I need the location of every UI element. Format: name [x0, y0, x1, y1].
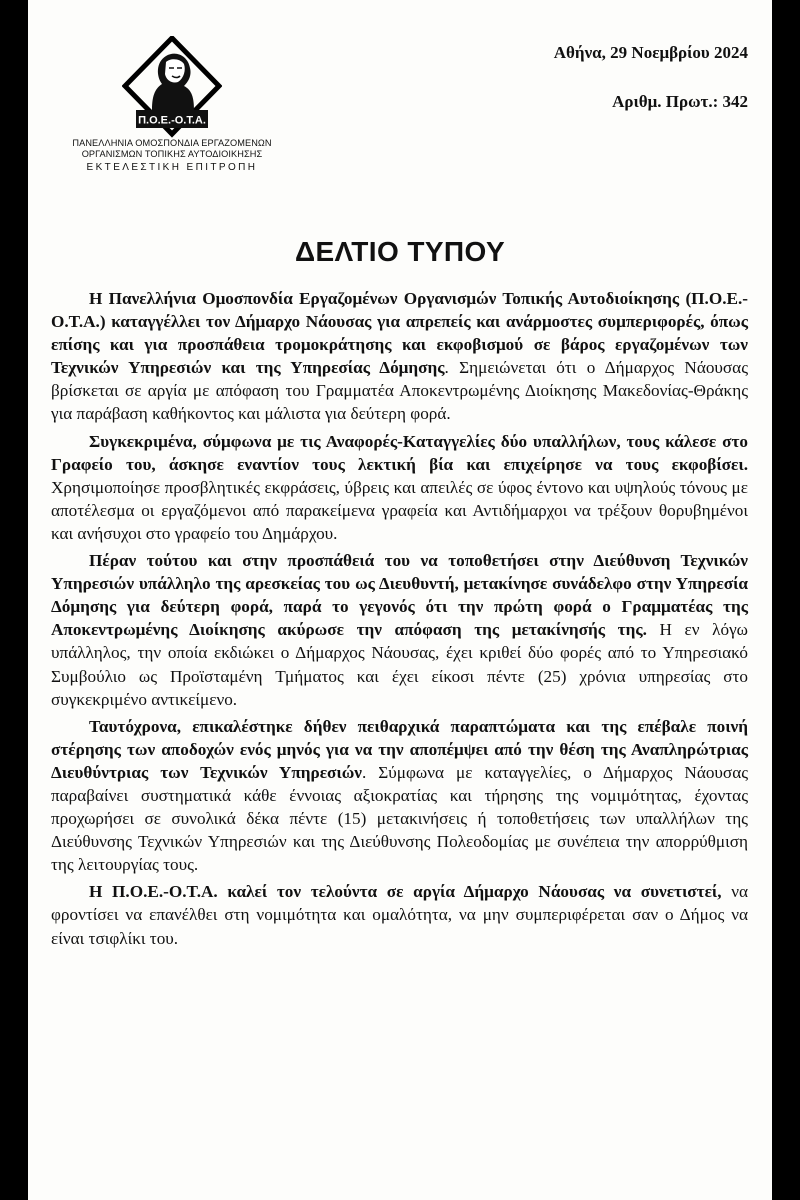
- paragraph: [51, 715, 748, 877]
- paragraph-text: Χρησιμοποίησε προσβλητικές εκφράσεις, ύβρεις και απειλές σε ύφος έντονο και υψηλούς τόνους με αποτέλεσμα οι εργαζόμενοι από παρακείμενα γραφεία και Αντιδήμαρχοι να τρέξουν θορυβημένοι και ανήσυχοι στο γραφείο του Δημάρχου.: [51, 477, 748, 543]
- paragraph: [51, 549, 748, 711]
- document-body: [51, 287, 748, 954]
- document-meta: [554, 42, 748, 113]
- protocol-number: Αριθμ. Πρωτ.: 342: [612, 92, 748, 111]
- org-name-line2: ΟΡΓΑΝΙΣΜΩΝ ΤΟΠΙΚΗΣ ΑΥΤΟΔΙΟΙΚΗΣΗΣ: [81, 149, 263, 159]
- paragraph: [51, 430, 748, 545]
- paragraph: [51, 880, 748, 949]
- org-committee: ΕΚΤΕΛΕΣΤΙΚΗ ΕΠΙΤΡΟΠΗ: [86, 162, 258, 173]
- paragraph: [51, 287, 748, 426]
- paragraph-text: Η εν λόγω υπάλληλος, την οποία εκδιώκει ο Δήμαρχος Νάουσας, έχει κριθεί δύο φορές από το Υπηρεσιακό Συμβούλιο ως Προϊσταμένη Τμήματος και έχει είκοσι πέντε (25) χρόνια υπηρεσίας στο συγκεκριμένο αντικείμενο.: [51, 620, 748, 709]
- paragraph-bold: Ταυτόχρονα, επικαλέστηκε δήθεν πειθαρχικά παραπτώματα και της επέβαλε ποινή στέρησης των αποδοχών ενός μηνός για να την αποπέμψει από την θέση της Αναπληρώτριας Διευθύντριας των Τεχνικών Υπηρεσιών: [51, 716, 748, 782]
- svg-text:Π.Ο.Ε.-Ο.Τ.Α.: Π.Ο.Ε.-Ο.Τ.Α.: [138, 114, 206, 127]
- paragraph-bold: Η Π.Ο.Ε.-Ο.Τ.Α. καλεί τον τελούντα σε αργία Δήμαρχο Νάουσας να συνετιστεί,: [89, 882, 722, 902]
- logo-block: [52, 36, 292, 174]
- org-name-line1: ΠΑΝΕΛΛΗΝΙΑ ΟΜΟΣΠΟΝΔΙΑ ΕΡΓΑΖΟΜΕΝΩΝ: [72, 138, 272, 148]
- paragraph-bold: Συγκεκριμένα, σύμφωνα με τις Αναφορές-Καταγγελίες δύο υπαλλήλων, τους κάλεσε στο Γραφείο του, άσκησε εναντίον τους λεκτική βία και επιχείρησε να τους εκφοβίσει.: [51, 431, 748, 474]
- document-title: ΔΕΛΤΙΟ ΤΥΠΟΥ: [294, 236, 506, 267]
- paragraph-bold: Πέραν τούτου και στην προσπάθειά του να τοποθετήσει στην Διεύθυνση Τεχνικών Υπηρεσιών υπάλληλο της αρεσκείας του ως Διευθυντή, μετακίνησε συνάδελφο στην Υπηρεσία Δόμησης για δεύτερη φορά, παρά το γεγονός ότι την πρώτη φορά ο Γραμματέας της Αποκεντρωμένης Διοίκησης ακύρωσε την απόφαση της μετακίνησής της.: [51, 551, 748, 640]
- poe-ota-logo-icon: [122, 36, 222, 138]
- document-date: Αθήνα, 29 Νοεμβρίου 2024: [553, 43, 748, 62]
- paragraph-text: . Σύμφωνα με καταγγελίες, ο Δήμαρχος Νάουσας παραβαίνει συστηματικά κάθε έννοιας αξιοκρατίας και τήρησης της νομιμότητας, έχοντας προχωρήσει σε συνολικά δέκα πέντε (15) μετακινήσεις ή τοποθετήσεις των υπαλλήλων της Διεύθυνσης Τεχνικών Υπηρεσιών και της Διεύθυνσης Πολεοδομίας με συνέπεια την απορρύθμιση της λειτουργίας τους.: [51, 762, 748, 875]
- paragraph-text: να φροντίσει να επανέλθει στη νομιμότητα και ομαλότητα, να μην συμπεριφέρεται σαν ο Δήμος να είναι τσιφλίκι του.: [51, 882, 748, 948]
- paragraph-bold: Η Πανελλήνια Ομοσπονδία Εργαζομένων Οργανισμών Τοπικής Αυτοδιοίκησης (Π.Ο.Ε.-Ο.Τ.Α.) καταγγέλλει τον Δήμαρχο Νάουσας για απρεπείς και ανάρμοστες συμπεριφορές, όπως επίσης και για προσπάθεια τρομοκράτησης και εκφοβισμού σε βάρος εργαζομένων των Τεχνικών Υπηρεσιών και της Υπηρεσίας Δόμησης: [51, 289, 748, 378]
- paragraph-text: . Σημειώνεται ότι ο Δήμαρχος Νάουσας βρίσκεται σε αργία με απόφαση του Γραμματέα Αποκεντρωμένης Διοίκησης Μακεδονίας-Θράκης για παράβαση καθήκοντος και μάλιστα για δεύτερη φορά.: [51, 358, 748, 424]
- document-page: [28, 0, 772, 1200]
